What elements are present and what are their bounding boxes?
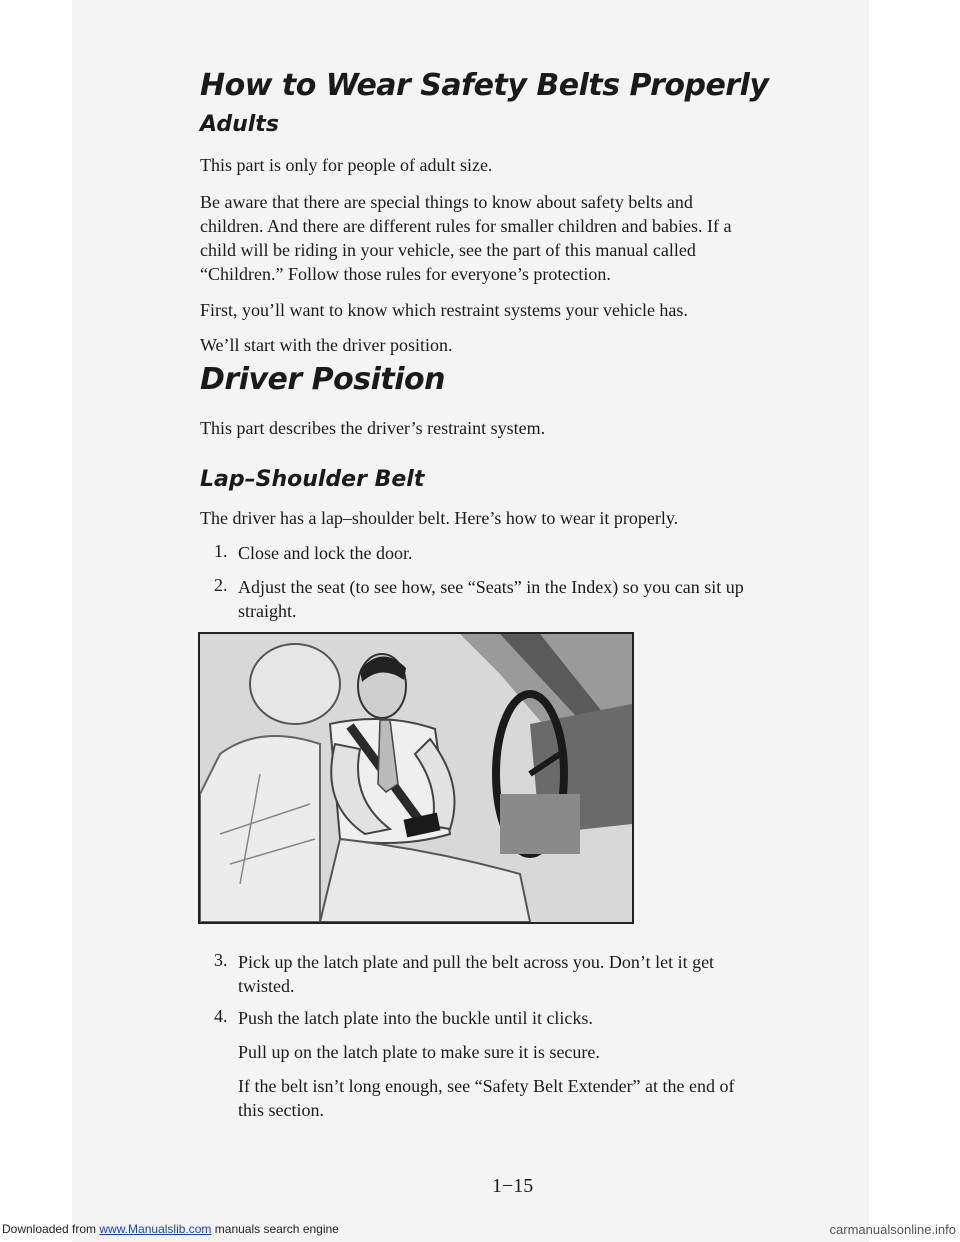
step-number: 2. [214,575,228,595]
driver-position-heading: Driver Position [200,362,445,397]
step-text: Close and lock the door. [238,543,413,563]
start-paragraph: We’ll start with the driver position. [200,335,453,355]
step-number: 1. [214,541,228,561]
step4-secure-text: Pull up on the latch plate to make sure it is secure. [238,1042,600,1062]
children-para-line-2: children. And there are different rules for smaller children and babies. If a [200,216,732,236]
main-heading: How to Wear Safety Belts Properly [200,68,769,103]
manualslib-link[interactable]: www.Manualslib.com [99,1222,212,1236]
step-text-cont: twisted. [238,976,295,996]
footer-suffix: manuals search engine [211,1222,339,1236]
step4-extender-text-cont: this section. [238,1100,324,1120]
watermark: carmanualsonline.info [829,1222,956,1237]
step-text-cont: straight. [238,601,297,621]
lap-shoulder-heading: Lap–Shoulder Belt [200,467,425,492]
children-para-line-3: child will be riding in your vehicle, see the part of this manual called [200,240,696,260]
step-text: Pick up the latch plate and pull the belt across you. Don’t let it get [238,952,715,972]
page-number: 1−15 [492,1175,534,1197]
adult-size-paragraph: This part is only for people of adult size. [200,155,493,175]
step-number: 3. [214,950,228,970]
children-para-line-1: Be aware that there are special things to know about safety belts and [200,192,693,212]
children-para-line-4: “Children.” Follow those rules for everyone’s protection. [200,264,611,284]
driver-paragraph: This part describes the driver’s restraint system. [200,418,546,438]
footer-prefix: Downloaded from [2,1222,100,1236]
lap-paragraph: The driver has a lap–shoulder belt. Here’s how to wear it properly. [200,508,679,528]
step-number: 4. [214,1006,228,1026]
step-text: Adjust the seat (to see how, see “Seats” in the Index) so you can sit up [238,577,744,597]
download-footer [2,1222,339,1236]
step-text: Push the latch plate into the buckle until it clicks. [238,1008,593,1028]
adults-subheading: Adults [200,112,279,137]
first-paragraph: First, you’ll want to know which restraint systems your vehicle has. [200,300,688,320]
illustration-drawing [200,634,632,922]
driver-seatbelt-illustration [198,632,634,924]
step4-extender-text: If the belt isn’t long enough, see “Safety Belt Extender” at the end of [238,1076,735,1096]
